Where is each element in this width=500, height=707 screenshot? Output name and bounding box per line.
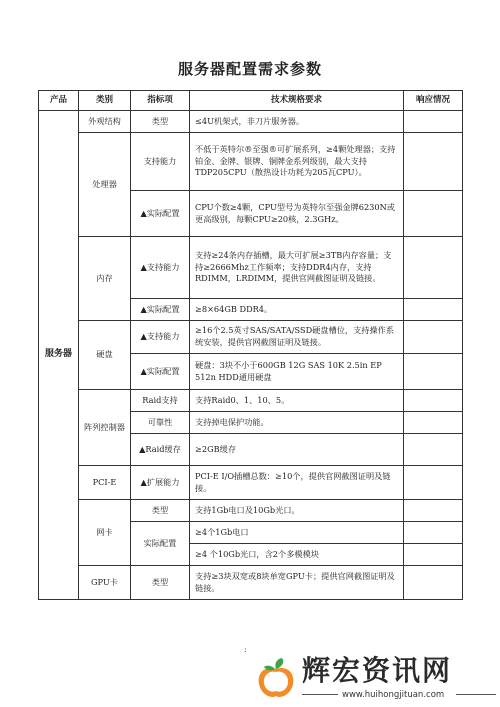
- divider-left: [302, 694, 338, 695]
- category-cell: 网卡: [79, 500, 131, 566]
- item-cell: 支持能力: [131, 133, 190, 191]
- response-cell[interactable]: [404, 566, 463, 600]
- header-category: 类别: [79, 91, 131, 111]
- category-cell: 硬盘: [79, 321, 131, 390]
- spec-cell: 硬盘：3块不小于600GB 12G SAS 10K 2.5in EP 512n HDD通用硬盘: [190, 354, 404, 390]
- category-cell: 外观结构: [79, 111, 131, 133]
- spec-cell: ≥4个1Gb电口: [190, 522, 404, 544]
- table-row: [39, 566, 463, 600]
- table-row: [39, 390, 463, 412]
- item-cell: 类型: [131, 111, 190, 133]
- table-row: [39, 111, 463, 133]
- watermark-logo: [250, 652, 500, 707]
- header-product: 产品: [39, 91, 79, 111]
- table-row: [39, 237, 463, 299]
- table-row: [39, 466, 463, 500]
- header-response: 响应情况: [404, 91, 463, 111]
- spec-cell: 支持1Gb电口及10Gb光口。: [190, 500, 404, 522]
- response-cell[interactable]: [404, 522, 463, 544]
- product-cell: 服务器: [39, 111, 79, 600]
- item-cell: 类型: [131, 566, 190, 600]
- item-cell: 类型: [131, 500, 190, 522]
- spec-cell: 支持Raid0、1、10、5。: [190, 390, 404, 412]
- response-cell[interactable]: [404, 321, 463, 354]
- spec-cell: ≥16个2.5英寸SAS/SATA/SSD硬盘槽位，支持操作系统安装，提供官网截图证明及链接。: [190, 321, 404, 354]
- item-cell: ▲实际配置: [131, 191, 190, 237]
- header-item: 指标项: [131, 91, 190, 111]
- table-row: [39, 321, 463, 354]
- category-cell: GPU卡: [79, 566, 131, 600]
- item-cell: ▲实际配置: [131, 354, 190, 390]
- response-cell[interactable]: [404, 354, 463, 390]
- brand-text: 辉宏资讯网: [302, 654, 453, 687]
- fruit-logo-icon: [254, 656, 298, 700]
- category-cell: PCI-E: [79, 466, 131, 500]
- spec-cell: 支持≥24条内存插槽，最大可扩展≥3TB内存容量；支持≥2666Mhz工作频率；支持DDR4内存，支持RDIMM，LRDIMM，提供官网截图证明及链接。: [190, 237, 404, 299]
- response-cell[interactable]: [404, 299, 463, 321]
- spec-cell: PCI-E I/O插槽总数：≥10个，提供官网截图证明及链接。: [190, 466, 404, 500]
- category-cell: 内存: [79, 237, 131, 321]
- response-cell[interactable]: [404, 434, 463, 466]
- spec-cell: ≥4 个10Gb光口，含2个多模模块: [190, 544, 404, 566]
- response-cell[interactable]: [404, 390, 463, 412]
- category-cell: 处理器: [79, 133, 131, 237]
- response-cell[interactable]: [404, 500, 463, 522]
- item-cell: ▲实际配置: [131, 299, 190, 321]
- brand-url: www.huihongjituan.com: [342, 690, 445, 700]
- response-cell[interactable]: [404, 133, 463, 191]
- divider-right: [456, 694, 496, 695]
- response-cell[interactable]: [404, 191, 463, 237]
- item-cell: ▲支持能力: [131, 321, 190, 354]
- response-cell[interactable]: [404, 111, 463, 133]
- spec-cell: ≥2GB缓存: [190, 434, 404, 466]
- response-cell[interactable]: [404, 237, 463, 299]
- item-cell: Raid支持: [131, 390, 190, 412]
- response-cell[interactable]: [404, 466, 463, 500]
- page-marker: :: [244, 645, 247, 654]
- response-cell[interactable]: [404, 544, 463, 566]
- item-cell: 可靠性: [131, 412, 190, 434]
- spec-cell: ≥8×64GB DDR4。: [190, 299, 404, 321]
- spec-cell: 不低于英特尔®至强®可扩展系列，≥4颗处理器；支持铂金、金牌、银牌、铜牌金系列级别，最大支持TDP205CPU（散热设计功耗为205瓦CPU）。: [190, 133, 404, 191]
- table-header-row: [39, 91, 463, 111]
- spec-cell: 支持≥3块双宽或8块单宽GPU卡；提供官网截图证明及链接。: [190, 566, 404, 600]
- response-cell[interactable]: [404, 412, 463, 434]
- table-row: [39, 500, 463, 522]
- spec-table: [38, 90, 463, 600]
- header-spec: 技术规格要求: [190, 91, 404, 111]
- item-cell: ▲Raid缓存: [131, 434, 190, 466]
- table-row: [39, 133, 463, 191]
- item-cell: ▲支持能力: [131, 237, 190, 299]
- category-cell: 阵列控制器: [79, 390, 131, 466]
- item-cell: 实际配置: [131, 522, 190, 566]
- spec-cell: 支持掉电保护功能。: [190, 412, 404, 434]
- document-title: 服务器配置需求参数: [177, 60, 322, 78]
- item-cell: ▲扩展能力: [131, 466, 190, 500]
- spec-cell: CPU个数≥4颗，CPU型号为英特尔至强金牌6230N或更高级别，每颗CPU≥20核，2.3GHz。: [190, 191, 404, 237]
- spec-cell: ≤4U机架式，非刀片服务器。: [190, 111, 404, 133]
